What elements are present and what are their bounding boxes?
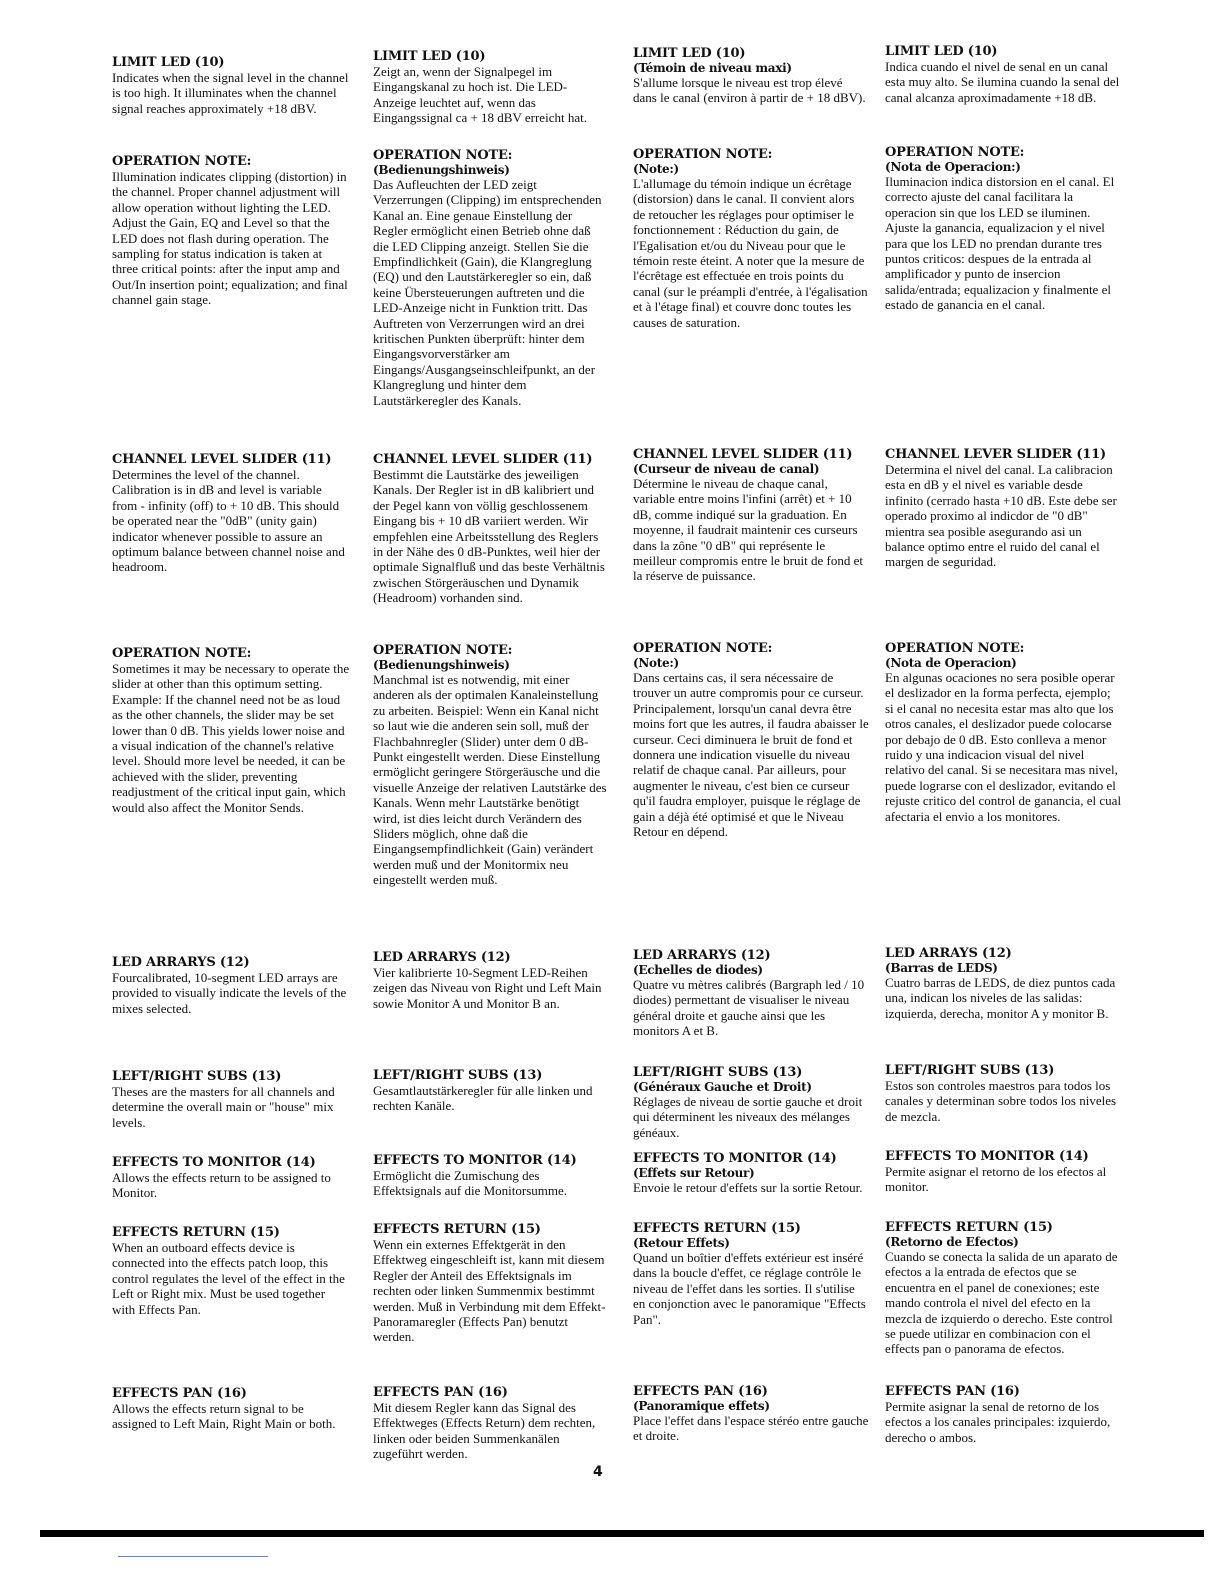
section-operation-note bbox=[633, 147, 869, 330]
section-heading: EFFECTS RETURN (15) bbox=[373, 1222, 541, 1237]
section-heading: EFFECTS TO MONITOR (14) bbox=[633, 1151, 837, 1166]
section-heading: LED ARRARYS (12) bbox=[373, 950, 511, 965]
section-body: Das Aufleuchten der LED zeigt Verzerrungen (Clipping) im entsprechenden Kanal an. Eine genaue Einstellung der Regler ermöglicht einen Betrieb ohne daß die LED Clipping anzeigt. Stellen Sie die Empfindlichkeit (Gain), die Klangreglung (EQ) und den Lautstärkeregler so ein, daß keine Übersteuerungen auftreten und die LED-Anzeige nicht in Funktion tritt. Das Auftreten von Verzerrungen wird an drei kritischen Punkten überprüft: hinter dem Eingangsvorverstärker am Eingangs/Ausgangseinschleifpunkt, an der Klangreglung und hinter dem Lautstärkeregler des Kanals. bbox=[373, 177, 602, 408]
section-body: Sometimes it may be necessary to operate the slider at other than this optimum setting. Example: If the channel need not be as loud as the other channels, the slider may be set lower than 0 dB. This yields lower noise and a visual indication of the channel's relative level. Should more level be needed, it can be achieved with the slider, preventing readjustment of the critical input gain, which would also affect the Monitor Sends. bbox=[112, 661, 350, 815]
section-left-right-subs bbox=[112, 1069, 350, 1130]
section-limit-led bbox=[633, 46, 869, 106]
section-effects-to-monitor bbox=[112, 1155, 350, 1201]
section-effects-return bbox=[885, 1220, 1122, 1357]
section-subheading: (Note:) bbox=[633, 162, 679, 176]
section-body: Détermine le niveau de chaque canal, variable entre moins l'infini (arrêt) et + 10 dB, comme indiqué sur la graduation. En moyenne, il faudrait maintenir ces curseurs dans la zône "0 dB" qui représente le meilleur compromis entre le bruit de fond et la réserve de puissance. bbox=[633, 476, 863, 584]
section-limit-led bbox=[373, 49, 609, 126]
section-body: Vier kalibrierte 10-Segment LED-Reihen zeigen das Niveau von Right und Left Main sowie Monitor A und Monitor B an. bbox=[373, 965, 602, 1011]
section-limit-led bbox=[112, 55, 350, 116]
section-body: Fourcalibrated, 10-segment LED arrays are provided to visually indicate the levels of the mixes selected. bbox=[112, 970, 347, 1016]
section-body: Wenn ein externes Effektgerät in den Effektweg eingeschleift ist, kann mit diesem Regler der Anteil des Effektsignals im rechten oder linken Summenmix bestimmt werden. Muß in Verbindung mit dem Effekt-Panoramaregler (Effects Pan) benutzt werden. bbox=[373, 1237, 606, 1345]
section-channel-level-slider bbox=[373, 452, 609, 606]
section-subheading: (Nota de Operacion) bbox=[885, 656, 1017, 670]
section-body: Gesamtlautstärkeregler für alle linken und rechten Kanäle. bbox=[373, 1083, 593, 1114]
section-heading: EFFECTS PAN (16) bbox=[112, 1386, 247, 1401]
section-effects-to-monitor bbox=[373, 1153, 609, 1199]
section-body: When an outboard effects device is connected into the effects patch loop, this control regulates the level of the effect in the Left or Right mix. Must be used together with Effects Pan. bbox=[112, 1240, 345, 1317]
section-body: Mit diesem Regler kann das Signal des Effektweges (Effects Return) dem rechten, linken oder beiden Summenkanälen zugeführt werden. bbox=[373, 1400, 596, 1462]
section-heading: LIMIT LED (10) bbox=[633, 46, 746, 61]
section-effects-return bbox=[633, 1221, 869, 1327]
section-heading: LIMIT LED (10) bbox=[373, 49, 486, 64]
section-subheading: (Bedienungshinweis) bbox=[373, 658, 510, 672]
section-body: Ermöglicht die Zumischung des Effektsignals auf die Monitorsumme. bbox=[373, 1168, 568, 1199]
section-channel-level-slider bbox=[633, 447, 869, 584]
section-body: Envoie le retour d'effets sur la sortie Retour. bbox=[633, 1180, 863, 1195]
section-subheading: (Panoramique effets) bbox=[633, 1399, 770, 1413]
section-heading: CHANNEL LEVEL SLIDER (11) bbox=[112, 452, 332, 467]
section-subheading: (Barras de LEDS) bbox=[885, 961, 998, 975]
section-subheading: (Nota de Operacion:) bbox=[885, 160, 1021, 174]
section-body: En algunas ocaciones no sera posible operar el deslizador en la forma perfecta, ejemplo; si el canal no necesita estar mas alto que los otros canales, el deslizador puede colocarse por debajo de 0 dB. Esto conlleva a menor ruido y una indicacion visual del nivel relativo del canal. Si se necesitara mas nivel, puede lograrse con el deslizador, evitando el rejuste critico del control de ganancia, el cual afectaria el envio a los monitores. bbox=[885, 670, 1122, 824]
section-body: Estos son controles maestros para todos los canales y determinan sobre todos los niveles de mezcla. bbox=[885, 1078, 1117, 1124]
section-left-right-subs bbox=[373, 1068, 609, 1114]
section-subheading: (Généraux Gauche et Droit) bbox=[633, 1080, 812, 1094]
section-body: Réglages de niveau de sortie gauche et droit qui déterminent les niveaux des mélanges généaux. bbox=[633, 1094, 863, 1140]
section-operation-note bbox=[373, 148, 609, 408]
section-effects-to-monitor bbox=[885, 1149, 1122, 1195]
section-heading: EFFECTS RETURN (15) bbox=[112, 1225, 280, 1240]
section-operation-note bbox=[885, 145, 1122, 313]
section-heading: EFFECTS TO MONITOR (14) bbox=[885, 1149, 1089, 1164]
section-body: L'allumage du témoin indique un écrêtage (distorsion) dans le canal. Il convient alors de retoucher les réglages pour optimiser le fonctionnement : Réduction du gain, de l'Egalisation et/ou du Niveau pour que le témoin reste éteint. A noter que la mesure de l'écrêtage est effectuée en trois points du canal (sur le préampli d'entrée, à l'égalisation et à l'étage final) et couvre donc toutes les causes de saturation. bbox=[633, 176, 868, 330]
section-body: Illumination indicates clipping (distortion) in the channel. Proper channel adjustment will allow operation without lighting the LED. Adjust the Gain, EQ and Level so that the LED does not flash during operation. The sampling for status indication is taken at three critical points: after the input amp and Out/In insertion point; equalization; and final channel gain stage. bbox=[112, 169, 348, 308]
section-heading: LIMIT LED (10) bbox=[885, 44, 998, 59]
section-channel-lever-slider bbox=[885, 447, 1122, 570]
section-led-arrays bbox=[885, 946, 1122, 1021]
section-heading: OPERATION NOTE: bbox=[112, 154, 252, 169]
section-left-right-subs bbox=[885, 1063, 1122, 1124]
section-operation-note bbox=[112, 646, 350, 815]
section-subheading: (Effets sur Retour) bbox=[633, 1166, 755, 1180]
section-limit-led bbox=[885, 44, 1122, 105]
section-effects-pan bbox=[112, 1386, 350, 1432]
page-number: 4 bbox=[593, 1464, 603, 1480]
section-heading: LIMIT LED (10) bbox=[112, 55, 225, 70]
section-effects-return bbox=[373, 1222, 609, 1345]
section-heading: CHANNEL LEVEL SLIDER (11) bbox=[373, 452, 593, 467]
section-heading: LEFT/RIGHT SUBS (13) bbox=[885, 1063, 1055, 1078]
section-body: Allows the effects return signal to be assigned to Left Main, Right Main or both. bbox=[112, 1401, 336, 1432]
section-body: Allows the effects return to be assigned to Monitor. bbox=[112, 1170, 331, 1201]
section-operation-note bbox=[633, 641, 869, 839]
section-body: Cuatro barras de LEDS, de diez puntos cada una, indican los niveles de las salidas: izquierda, derecha, monitor A y monitor B. bbox=[885, 975, 1116, 1021]
section-heading: OPERATION NOTE: bbox=[633, 641, 773, 656]
section-subheading: (Retour Effets) bbox=[633, 1236, 730, 1250]
section-body: Permite asignar la senal de retorno de los efectos a los canales principales: izquierdo, derecho o ambos. bbox=[885, 1399, 1111, 1445]
section-effects-return bbox=[112, 1225, 350, 1317]
bottom-link-underline bbox=[118, 1556, 268, 1557]
section-heading: LEFT/RIGHT SUBS (13) bbox=[633, 1065, 803, 1080]
section-subheading: (Bedienungshinweis) bbox=[373, 163, 510, 177]
section-effects-pan bbox=[633, 1384, 869, 1444]
section-heading: OPERATION NOTE: bbox=[373, 148, 513, 163]
section-effects-to-monitor bbox=[633, 1151, 869, 1195]
section-heading: OPERATION NOTE: bbox=[885, 641, 1025, 656]
section-heading: EFFECTS RETURN (15) bbox=[633, 1221, 801, 1236]
section-heading: OPERATION NOTE: bbox=[373, 643, 513, 658]
section-heading: LEFT/RIGHT SUBS (13) bbox=[112, 1069, 282, 1084]
section-led-arrays bbox=[633, 948, 869, 1039]
section-body: Place l'effet dans l'espace stéréo entre gauche et droite. bbox=[633, 1413, 869, 1444]
section-body: Bestimmt die Lautstärke des jeweiligen Kanals. Der Regler ist in dB kalibriert und der Pegel kann von völlig geschlossenem Eingang bis + 10 dB variiert werden. Wir empfehlen eine Arbeitsstellung des Reglers in der Nähe des 0 dB-Punktes, weil hier der optimale Signalfluß und das beste Verhältnis zwischen Störgeräuschen und Dynamik (Headroom) vorhanden sind. bbox=[373, 467, 605, 606]
section-heading: CHANNEL LEVER SLIDER (11) bbox=[885, 447, 1106, 462]
section-effects-pan bbox=[373, 1385, 609, 1462]
section-body: Permite asignar el retorno de los efectos al monitor. bbox=[885, 1164, 1107, 1195]
section-subheading: (Curseur de niveau de canal) bbox=[633, 462, 820, 476]
section-heading: EFFECTS TO MONITOR (14) bbox=[112, 1155, 316, 1170]
section-heading: LED ARRAYS (12) bbox=[885, 946, 1012, 961]
section-heading: EFFECTS RETURN (15) bbox=[885, 1220, 1053, 1235]
section-body: Indicates when the signal level in the channel is too high. It illuminates when the channel signal reaches approximately +18 dBV. bbox=[112, 70, 349, 116]
section-operation-note bbox=[885, 641, 1122, 824]
section-subheading: (Echelles de diodes) bbox=[633, 963, 763, 977]
section-body: Theses are the masters for all channels and determine the overall main or "house" mix levels. bbox=[112, 1084, 335, 1130]
section-heading: CHANNEL LEVEL SLIDER (11) bbox=[633, 447, 853, 462]
section-body: Manchmal ist es notwendig, mit einer anderen als der optimalen Kanaleinstellung zu arbeiten. Beispiel: Wenn ein Kanal nicht so laut wie die anderen sein soll, muß der Flachbahnregler (Slider) unter dem 0 dB-Punkt eingestellt werden. Diese Einstellung ermöglicht geringere Störgeräusche und die visuelle Anzeige der relativen Lautstärke des Kanals. Wenn mehr Lautstärke benötigt wird, ist dies leicht durch Verändern des Sliders möglich, ohne daß die Eingangsempfindlichkeit (Gain) verändert werden muß und der Monitormix neu eingestellt werden muß. bbox=[373, 672, 607, 888]
section-body: Zeigt an, wenn der Signalpegel im Eingangskanal zu hoch ist. Die LED-Anzeige leuchtet auf, wenn das Eingangssignal ca + 18 dBV erreicht hat. bbox=[373, 64, 587, 126]
section-led-arrays bbox=[112, 955, 350, 1016]
section-body: Indica cuando el nivel de senal en un canal esta muy alto. Se ilumina cuando la senal del canal alcanza aproximadamente +18 dB. bbox=[885, 59, 1120, 105]
section-body: S'allume lorsque le niveau est trop élevé dans le canal (environ à partir de + 18 dBV). bbox=[633, 75, 866, 106]
section-heading: EFFECTS TO MONITOR (14) bbox=[373, 1153, 577, 1168]
section-heading: OPERATION NOTE: bbox=[633, 147, 773, 162]
section-subheading: (Note:) bbox=[633, 656, 679, 670]
section-led-arrays bbox=[373, 950, 609, 1011]
section-heading: LED ARRARYS (12) bbox=[112, 955, 250, 970]
section-heading: OPERATION NOTE: bbox=[885, 145, 1025, 160]
section-heading: EFFECTS PAN (16) bbox=[373, 1385, 508, 1400]
section-body: Determina el nivel del canal. La calibracion esta en dB y el nivel es variable desde infinito (cerrado hasta +10 dB. Este debe ser operado proximo al indicdor de "0 dB" mientra sea posible asegurando asi un balance optimo entre el ruido del canal el margen de seguridad. bbox=[885, 462, 1117, 570]
section-heading: EFFECTS PAN (16) bbox=[885, 1384, 1020, 1399]
section-operation-note bbox=[373, 643, 609, 888]
section-operation-note bbox=[112, 154, 350, 308]
section-body: Cuando se conecta la salida de un aparato de efectos a la entrada de efectos que se encuentra en el panel de conexiones; este mando controla el nivel del efecto en la mezcla de izquierdo o derecho. Este control se puede utilizar en combinacion con el effects pan o panorama de efectos. bbox=[885, 1249, 1118, 1357]
section-channel-level-slider bbox=[112, 452, 350, 575]
section-heading: LEFT/RIGHT SUBS (13) bbox=[373, 1068, 543, 1083]
section-body: Quatre vu mètres calibrés (Bargraph led / 10 diodes) permettant de visualiser le niveau général droite et gauche ainsi que les monitors A et B. bbox=[633, 977, 865, 1039]
section-subheading: (Témoin de niveau maxi) bbox=[633, 61, 792, 75]
section-effects-pan bbox=[885, 1384, 1122, 1445]
section-heading: OPERATION NOTE: bbox=[112, 646, 252, 661]
section-heading: EFFECTS PAN (16) bbox=[633, 1384, 768, 1399]
section-body: Quand un boîtier d'effets extérieur est inséré dans la boucle d'effet, ce réglage contrôle le niveau de l'effet dans les sorties. Il s'utilise en conjonction avec le panoramique "Effects Pan". bbox=[633, 1250, 866, 1327]
section-body: Determines the level of the channel. Calibration is in dB and level is variable from - infinity (off) to + 10 dB. This should be operated near the "0dB" (unity gain) indicator whenever possible to assure an optimum balance between channel noise and headroom. bbox=[112, 467, 345, 575]
section-heading: LED ARRARYS (12) bbox=[633, 948, 771, 963]
section-subheading: (Retorno de Efectos) bbox=[885, 1235, 1019, 1249]
section-body: Dans certains cas, il sera nécessaire de trouver un autre compromis pour ce curseur. Principalement, lorsqu'un canal devra être moins fort que les autres, il faudra abaisser le curseur. Ceci diminuera le bruit de fond et donnera une indication visuelle du niveau relatif de chaque canal. Par ailleurs, pour augmenter le niveau, c'est bien ce curseur qu'il faudra employer, puisque le réglage de gain a déjà été optimisé et que le Niveau Retour en dépend. bbox=[633, 670, 869, 840]
section-body: Iluminacion indica distorsion en el canal. El correcto ajuste del canal facilitara la operacion sin que los LED se iluminen. Ajuste la ganancia, equalizacion y el nivel para que los LED no prendan durante tres puntos criticos: despues de la entrada al amplificador y punto de insercion salida/entrada; equalizacion y finalmente el estado de ganancia en el canal. bbox=[885, 174, 1115, 313]
bottom-rule bbox=[40, 1530, 1204, 1537]
section-left-right-subs bbox=[633, 1065, 869, 1140]
